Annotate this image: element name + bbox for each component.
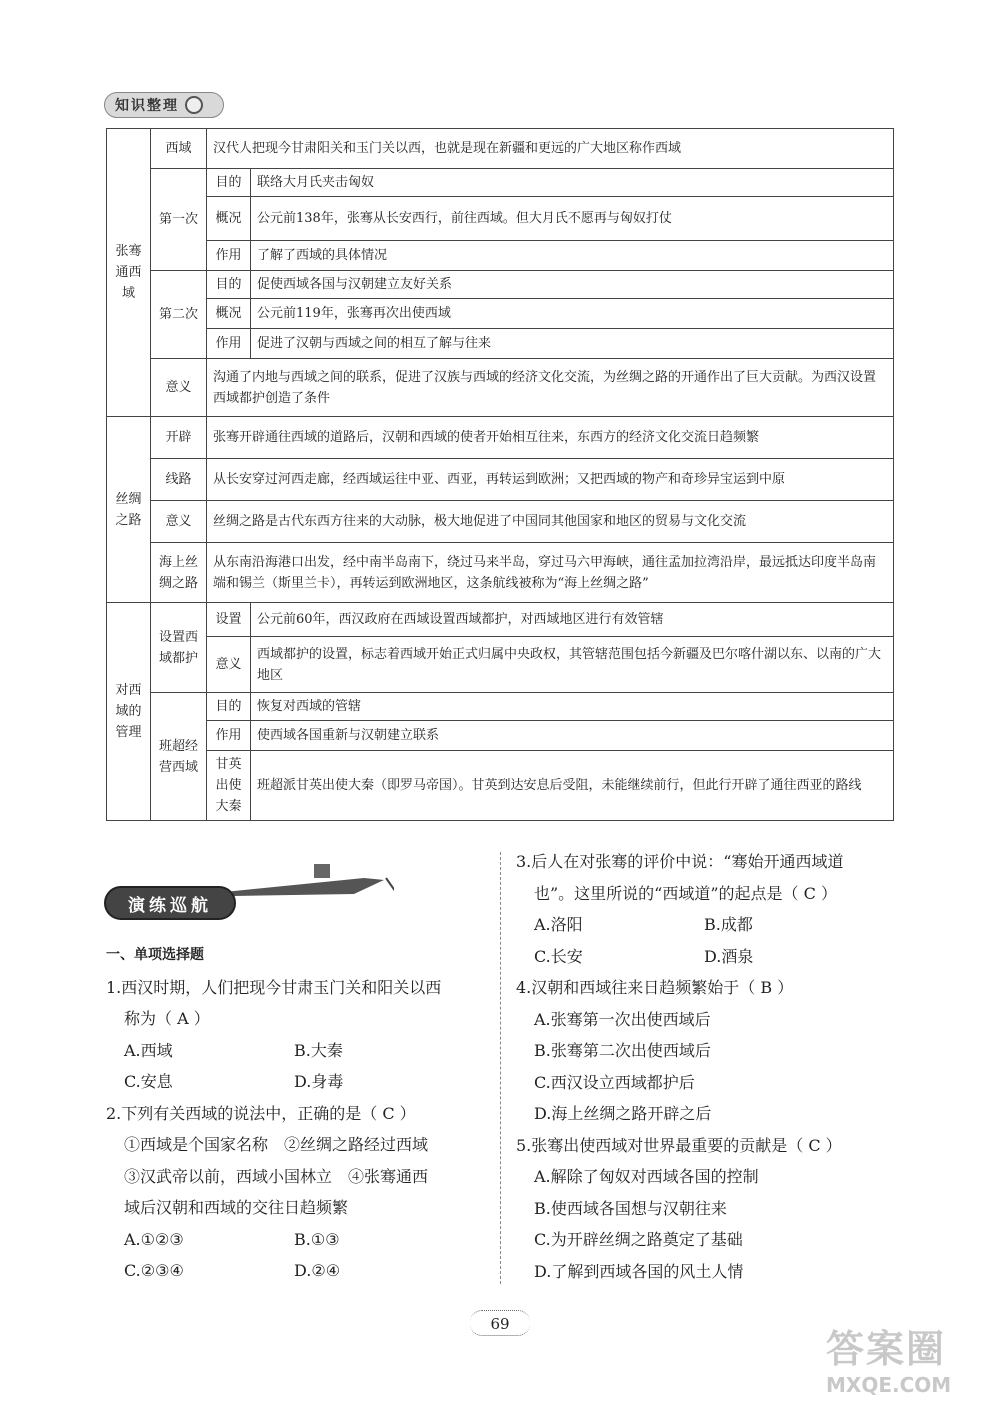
- row-text: 公元前60年，西汉政府在西域设置西域都护，对西域地区进行有效管辖: [251, 603, 894, 637]
- sub-label: 甘英出使大秦: [207, 751, 251, 821]
- right-column: [516, 846, 896, 1287]
- sub-label: 作用: [207, 329, 251, 359]
- row-label: 西域: [151, 129, 207, 169]
- row-text: 丝绸之路是古代东西方往来的大动脉，极大地促进了中国同其他国家和地区的贸易与文化交流: [207, 501, 894, 543]
- option: A.张骞第一次出使西域后: [534, 1009, 711, 1029]
- sub-label: 目的: [207, 169, 251, 197]
- row-text: 汉代人把现今甘肃阳关和玉门关以西，也就是现在新疆和更远的广大地区称作西域: [207, 129, 894, 169]
- row-text: 使西域各国重新与汉朝建立联系: [251, 721, 894, 751]
- row-label: 第二次: [151, 271, 207, 359]
- left-column: [106, 940, 496, 1287]
- practice-badge: 演练巡航: [104, 886, 236, 920]
- question-stem: 3.后人在对张骞的评价中说：“骞始开通西域道: [516, 852, 844, 871]
- group-zhangqian-label: 张骞通西域: [107, 129, 151, 417]
- section-banner: [104, 92, 224, 118]
- row-label: 开辟: [151, 417, 207, 459]
- row-text: 促进了汉朝与西域之间的相互了解与往来: [251, 329, 894, 359]
- option: A.①②③: [124, 1229, 184, 1249]
- question-stem: 2.下列有关西域的说法中，正确的是（ C ）: [106, 1103, 416, 1123]
- row-text: 公元前119年，张骞再次出使西域: [251, 299, 894, 329]
- question-stem: 4.汉朝和西域往来日趋频繁始于（ B ）: [516, 978, 794, 997]
- row-label: 意义: [151, 501, 207, 543]
- row-text: 促使西域各国与汉朝建立友好关系: [251, 271, 894, 299]
- sub-label: 概况: [207, 197, 251, 241]
- statement-line: ③汉武帝以前，西域小国林立 ④张骞通西: [124, 1166, 429, 1186]
- question-3: [516, 846, 896, 972]
- sub-label: 作用: [207, 241, 251, 271]
- option: A.西域: [124, 1040, 173, 1060]
- row-text: 张骞开辟通往西域的道路后，汉朝和西域的使者开始相互往来，东西方的经济文化交流日趋频繁: [207, 417, 894, 459]
- row-text: 从东南沿海港口出发，经中南半岛南下，绕过马来半岛，穿过马六甲海峡，通往孟加拉湾沿岸，最远抵达印度半岛南端和锡兰（斯里兰卡），再转运到欧洲地区，这条航线被称为“海上丝绸之路”: [207, 543, 894, 603]
- option: B.①③: [294, 1229, 340, 1249]
- row-label: 意义: [151, 359, 207, 417]
- option: C.为开辟丝绸之路奠定了基础: [534, 1230, 743, 1249]
- section-title: 知识整理: [115, 98, 179, 114]
- column-divider: [500, 852, 501, 1284]
- knowledge-table: [106, 128, 894, 821]
- option: B.使西域各国想与汉朝往来: [534, 1198, 727, 1218]
- section-heading: 一、单项选择题: [106, 947, 204, 963]
- row-text: 恢复对西域的管辖: [251, 693, 894, 721]
- option: B.成都: [704, 915, 753, 934]
- option: D.②④: [294, 1261, 341, 1280]
- sub-label: 目的: [207, 693, 251, 721]
- sub-label: 意义: [207, 637, 251, 693]
- row-label: 线路: [151, 459, 207, 501]
- option: D.了解到西域各国的风土人情: [534, 1261, 744, 1281]
- sub-label: 概况: [207, 299, 251, 329]
- sub-label: 目的: [207, 271, 251, 299]
- row-text: 沟通了内地与西域之间的联系，促进了汉族与西域的经济文化交流，为丝绸之路的开通作出了巨大贡献。为西汉设置西域都护创造了条件: [207, 359, 894, 417]
- row-text: 班超派甘英出使大秦（即罗马帝国）。甘英到达安息后受阻，未能继续前行，但此行开辟了通往西亚的路线: [251, 751, 894, 821]
- statement-line: ①西域是个国家名称 ②丝绸之路经过西域: [124, 1135, 429, 1154]
- watermark-url: MXQE.COM: [826, 1373, 952, 1397]
- row-text: 联络大月氏夹击匈奴: [251, 169, 894, 197]
- row-text: 了解了西域的具体情况: [251, 241, 894, 271]
- option: B.张骞第二次出使西域后: [534, 1041, 711, 1060]
- row-text: 西域都护的设置，标志着西域开始正式归属中央政权，其管辖范围包括今新疆及巴尔喀什湖以东、以南的广大地区: [251, 637, 894, 693]
- option: A.解除了匈奴对西域各国的控制: [534, 1167, 759, 1186]
- question-stem-cont: 也”。这里所说的“西域道”的起点是（ C ）: [534, 883, 837, 903]
- option: D.酒泉: [704, 946, 754, 966]
- watermark-text: 答案圈: [826, 1327, 947, 1371]
- row-label: 设置西域都护: [151, 603, 207, 693]
- row-label: 第一次: [151, 169, 207, 271]
- row-text: 从长安穿过河西走廊，经西域运往中亚、西亚，再转运到欧洲；又把西域的物产和奇珍异宝运到中原: [207, 459, 894, 501]
- question-5: [516, 1130, 896, 1288]
- row-label: 班超经营西域: [151, 693, 207, 821]
- option: C.②③④: [124, 1261, 184, 1280]
- statement-line: 域后汉朝和西域的交往日趋频繁: [124, 1198, 349, 1217]
- option: B.大秦: [294, 1040, 343, 1060]
- question-4: [516, 972, 896, 1130]
- question-stem: 1.西汉时期，人们把现今甘肃玉门关和阳关以西: [106, 977, 442, 997]
- row-text: 公元前138年，张骞从长安西行，前往西域。但大月氏不愿再与匈奴打仗: [251, 197, 894, 241]
- question-stem-cont: 称为（ A ）: [124, 1009, 210, 1028]
- sub-label: 设置: [207, 603, 251, 637]
- question-stem: 5.张骞出使西域对世界最重要的贡献是（ C ）: [516, 1135, 842, 1155]
- group-manage-label: 对西域的管理: [107, 603, 151, 821]
- option: D.身毒: [294, 1072, 344, 1091]
- practice-header: [104, 858, 304, 928]
- magnifier-icon: [185, 96, 203, 114]
- watermark-logo: [826, 1318, 996, 1398]
- group-silk-label: 丝绸之路: [107, 417, 151, 603]
- option: C.长安: [534, 946, 583, 966]
- option: C.安息: [124, 1072, 173, 1091]
- option: C.西汉设立西域都护后: [534, 1072, 695, 1092]
- sub-label: 作用: [207, 721, 251, 751]
- row-label: 海上丝绸之路: [151, 543, 207, 603]
- question-2: [106, 1098, 496, 1287]
- option: D.海上丝绸之路开辟之后: [534, 1104, 712, 1123]
- question-1: [106, 972, 496, 1098]
- page-number: 69: [470, 1310, 530, 1336]
- option: A.洛阳: [534, 915, 583, 934]
- ship-icon: [214, 858, 394, 898]
